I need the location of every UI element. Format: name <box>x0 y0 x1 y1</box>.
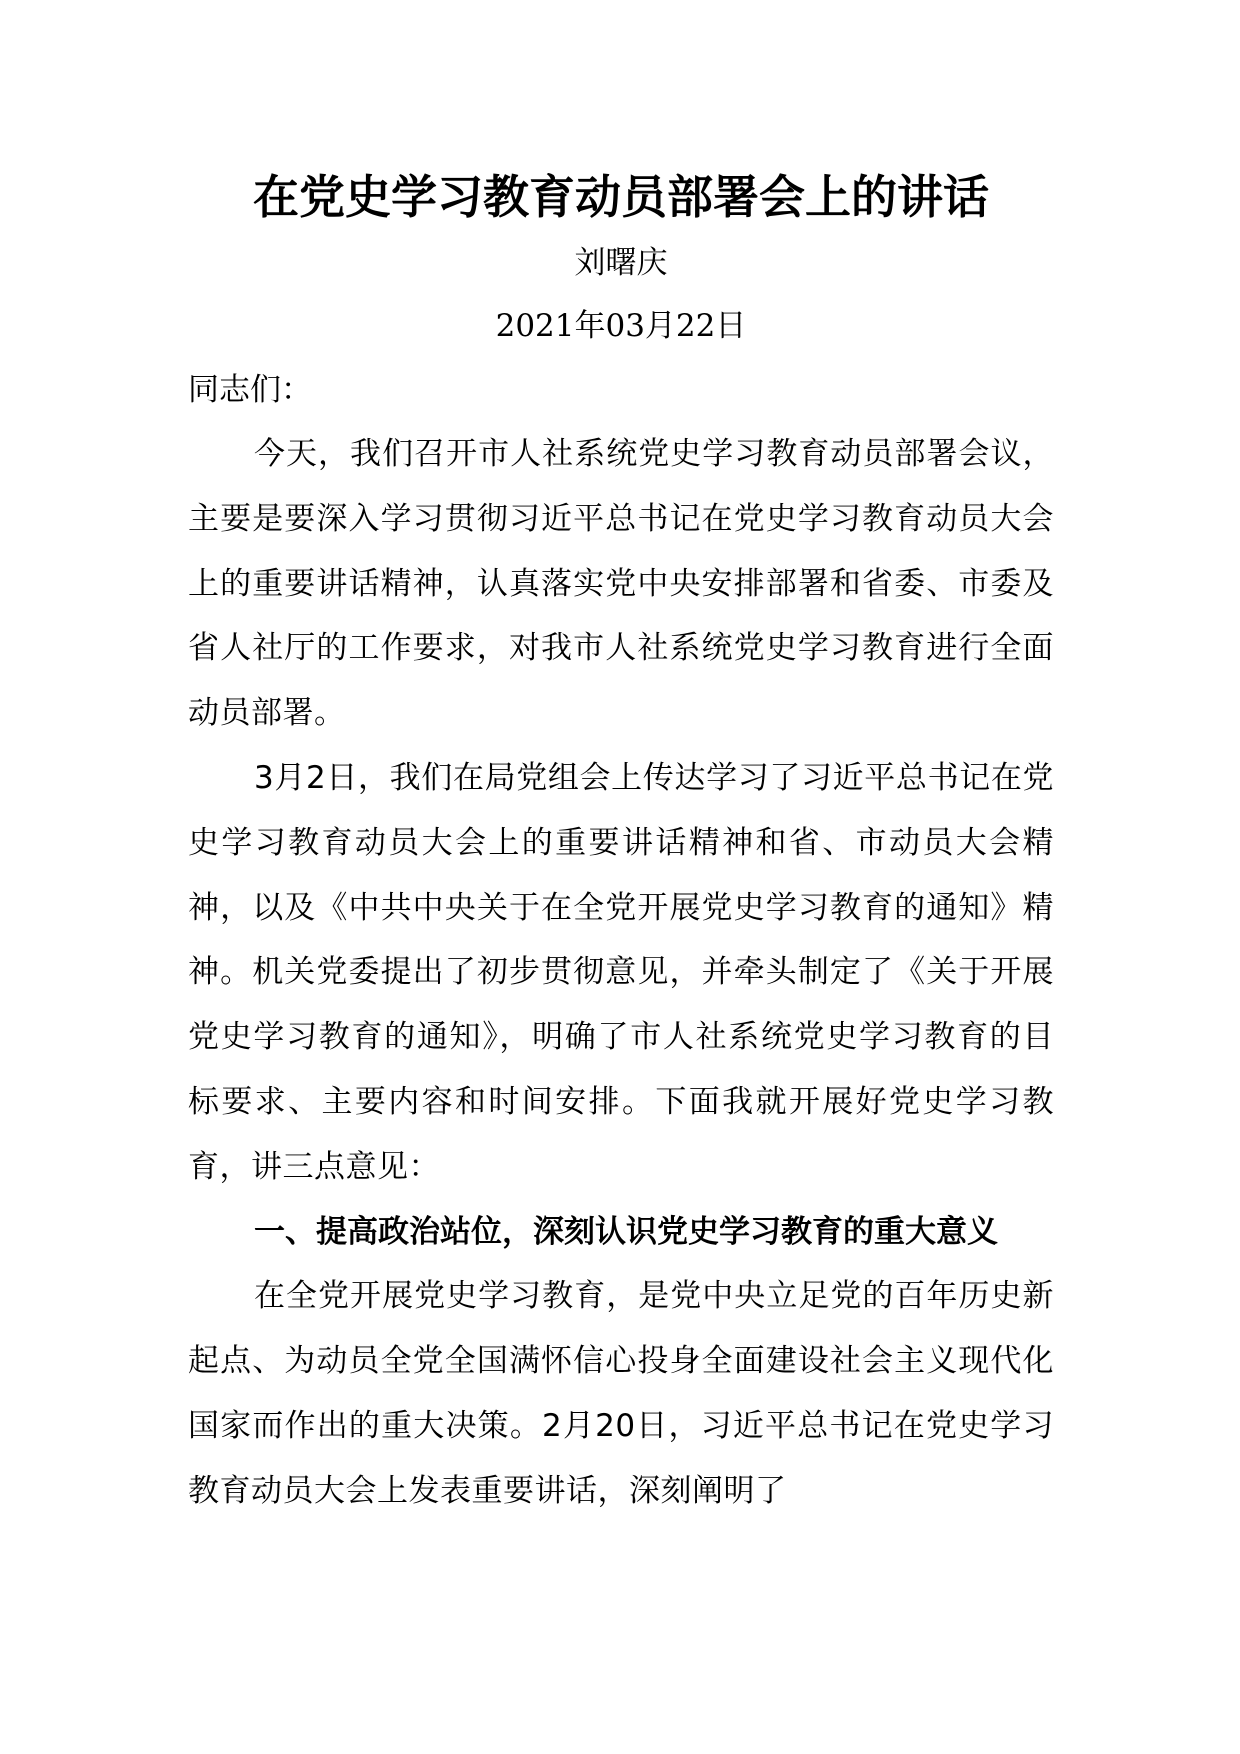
salutation: 同志们： <box>188 372 312 408</box>
document-body <box>188 162 1054 1524</box>
paragraph-section-1: 在全党开展党史学习教育，是党中央立足党的百年历史新起点、为动员全党全国满怀信心投身全面建设社会主义现代化国家而作出的重大决策。2月20日，习近平总书记在党史学习教育动员大会上发表重要讲话，深刻阐明了 <box>188 1278 1054 1509</box>
paragraph-background: 3月2日，我们在局党组会上传达学习了习近平总书记在党史学习教育动员大会上的重要讲话精神和省、市动员大会精神，以及《中共中央关于在全党开展党史学习教育的通知》精神。机关党委提出了初步贯彻意见，并牵头制定了《关于开展党史学习教育的通知》，明确了市人社系统党史学习教育的目标要求、主要内容和时间安排。下面我就开展好党史学习教育，讲三点意见： <box>188 759 1054 1185</box>
paragraph-opening: 今天，我们召开市人社系统党史学习教育动员部署会议，主要是要深入学习贯彻习近平总书记在党史学习教育动员大会上的重要讲话精神，认真落实党中央安排部署和省委、市委及省人社厅的工作要求，对我市人社系统党史学习教育进行全面动员部署。 <box>188 436 1054 732</box>
document-date: 2021年03月22日 <box>495 308 747 344</box>
document-author: 刘曙庆 <box>574 245 668 281</box>
document-title: 在党史学习教育动员部署会上的讲话 <box>253 170 989 224</box>
section-heading-1: 一、提高政治站位，深刻认识党史学习教育的重大意义 <box>254 1213 998 1250</box>
